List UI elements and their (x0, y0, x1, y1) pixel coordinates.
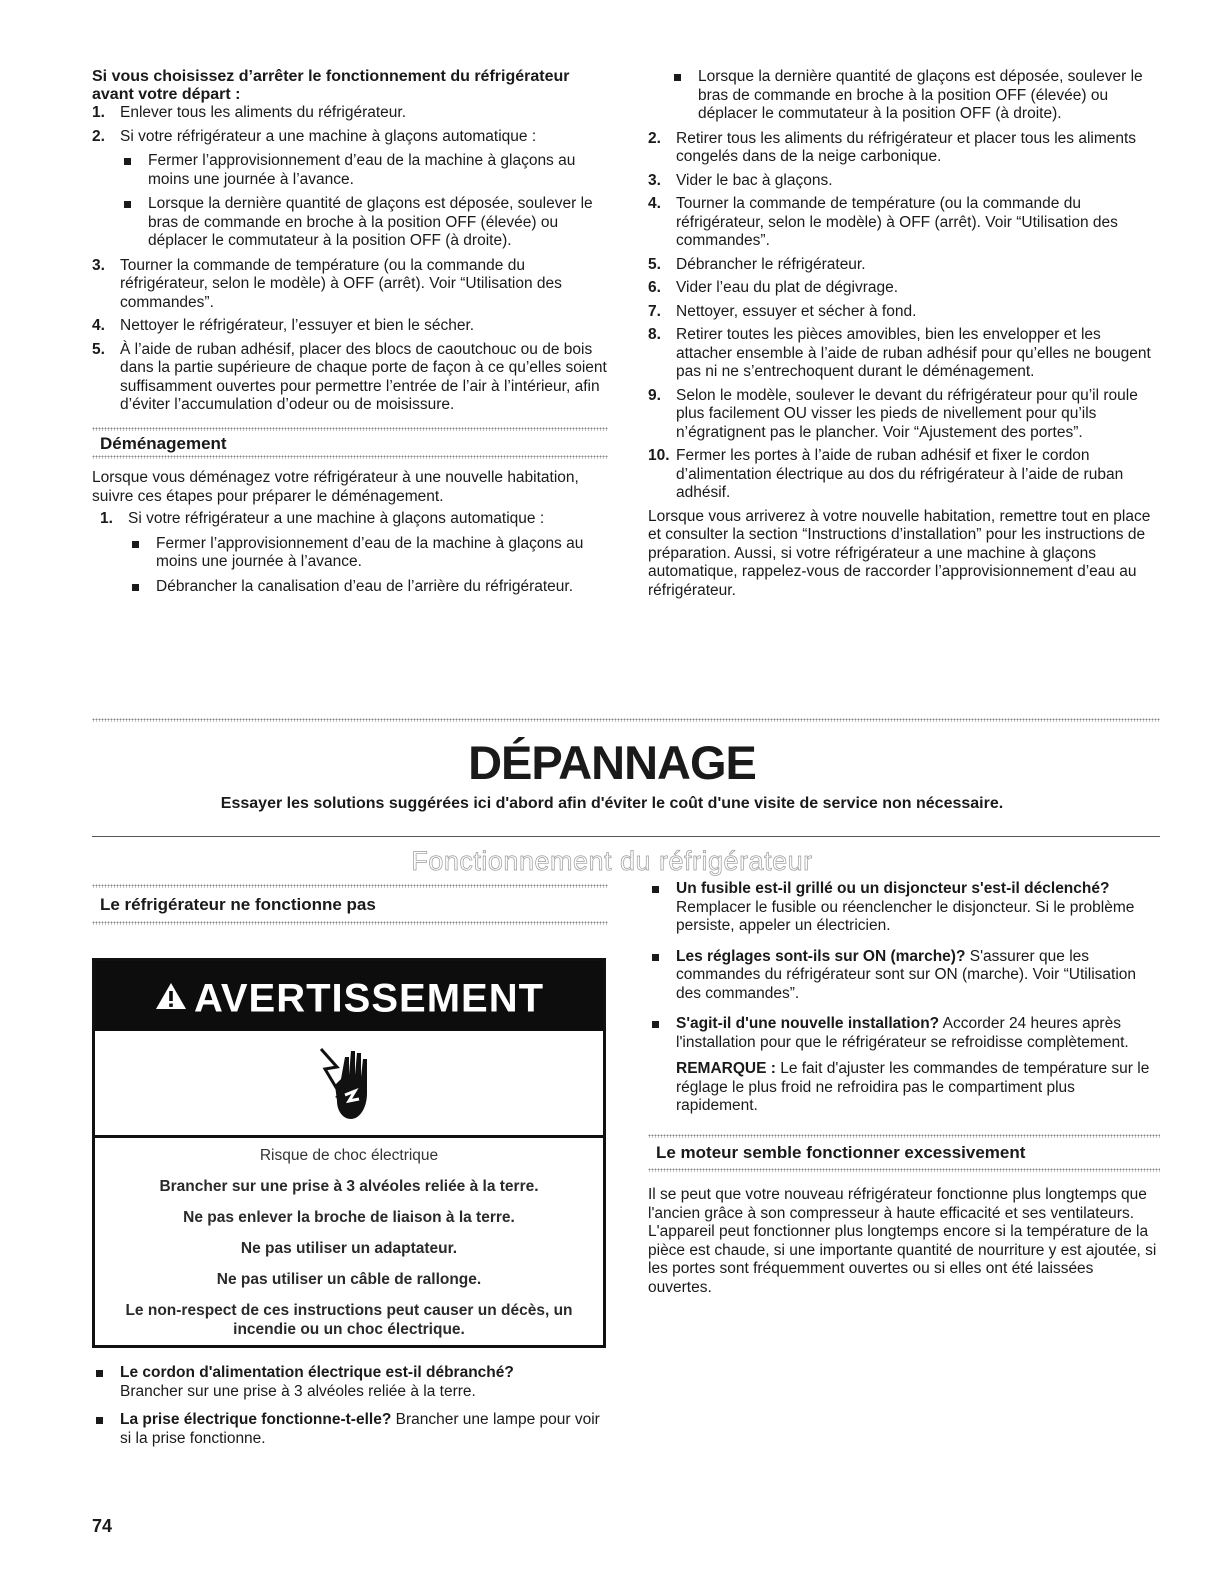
page-number: 74 (92, 1516, 113, 1536)
list-item (648, 195, 1160, 251)
bullet-item: Lorsque la dernière quantité de glaçons est déposée, soulever le bras de commande en broche à la position OFF (élevée) ou déplacer le commutateur à la position OFF (à droite). (670, 68, 1160, 124)
bullet-item (648, 948, 1160, 1004)
step-text: À l’aide de ruban adhésif, placer des blocs de caoutchouc ou de bois dans la partie supérieure de chaque porte de façon à ce qu’elles soient suffisamment ouvertes pour permettre l’entrée de l’air à l’intérieur, afin d’éviter l’accumulation d’odeur ou de moisissure. (120, 340, 607, 413)
not-running-heading: Le réfrigérateur ne fonctionne pas (100, 895, 376, 914)
divider (648, 1168, 1160, 1172)
stop-section-heading: Si vous choisissez d’arrêter le fonctionnement du réfrigérateur avant votre départ : (92, 68, 570, 103)
warning-triangle-icon (154, 963, 188, 1033)
step-number: 8. (648, 326, 661, 343)
warning-line: Ne pas utiliser un adaptateur. (240, 1240, 458, 1257)
step-text: Nettoyer, essuyer et sécher à fond. (676, 302, 917, 320)
list-item (648, 303, 1160, 322)
divider (92, 455, 608, 459)
warning-header (95, 961, 603, 1031)
check-answer: Remplacer le fusible ou réenclencher le disjoncteur. Si le problème persiste, appeler un électricien. (676, 898, 1135, 934)
warning-line: Brancher sur une prise à 3 alvéoles reliée à la terre. (159, 1178, 539, 1195)
step-number: 5. (92, 340, 105, 358)
note (648, 1060, 1160, 1116)
divider (92, 921, 608, 925)
step-text: Vider l’eau du plat de dégivrage. (676, 279, 899, 296)
bullet-item (92, 1411, 608, 1448)
warning-text (95, 1138, 603, 1339)
list-item (92, 341, 608, 415)
step-number: 9. (648, 386, 661, 404)
bullet-item: Fermer l’approvisionnement d’eau de la machine à glaçons au moins une journée à l’avance. (120, 152, 608, 189)
bullet-item (648, 1015, 1160, 1052)
sub-bullets (120, 152, 608, 251)
step-number: 4. (648, 195, 661, 212)
step-number: 3. (648, 171, 661, 189)
list-item (648, 130, 1160, 167)
check-question: La prise électrique fonctionne-t-elle? (120, 1411, 392, 1428)
check-answer: Brancher sur une prise à 3 alvéoles reliée à la terre. (120, 1382, 476, 1400)
divider (92, 718, 1160, 722)
page-subtitle: Essayer les solutions suggérées ici d'abord afin d'éviter le coût d'une visite de service non nécessaire. (220, 795, 1004, 812)
list-item (100, 510, 608, 596)
top-left-column (92, 68, 608, 602)
list-item (648, 387, 1160, 443)
not-running-section (92, 884, 608, 925)
motor-heading: Le moteur semble fonctionner excessivement (656, 1142, 1026, 1162)
warning-line: Le non-respect de ces instructions peut causer un décès, un incendie ou un choc électrique. (125, 1302, 573, 1338)
step-number: 1. (100, 510, 113, 527)
list-item (648, 326, 1160, 382)
step-number: 3. (92, 256, 105, 274)
list-item (92, 257, 608, 313)
section-banner: Fonctionnement du réfrigérateur (411, 846, 813, 876)
check-question: Le cordon d'alimentation électrique est-il débranché? (120, 1364, 514, 1381)
step-number: 7. (648, 302, 661, 320)
step-number: 6. (648, 279, 661, 296)
step-number: 5. (648, 255, 661, 273)
list-item (92, 104, 608, 123)
check-question: S'agit-il d'une nouvelle installation? (676, 1015, 940, 1032)
list-item (648, 172, 1160, 191)
warning-line: Ne pas enlever la broche de liaison à la terre. (183, 1209, 515, 1226)
electric-shock-hand-icon (311, 1039, 391, 1127)
bullet-item (648, 880, 1160, 936)
step-text: Nettoyer le réfrigérateur, l’essuyer et bien le sécher. (120, 317, 475, 334)
moving-steps-list (648, 130, 1160, 503)
step-number: 2. (648, 129, 661, 147)
step-text: Tourner la commande de température (ou la commande du réfrigérateur, selon le modèle) à OFF (arrêt). Voir “Utilisation des commandes”. (120, 256, 562, 311)
moving-intro: Lorsque vous déménagez votre réfrigérateur à une nouvelle habitation, suivre ces étapes pour préparer le déménagement. (92, 469, 579, 505)
step-text: Retirer tous les aliments du réfrigérateur et placer tous les aliments congelés dans de la neige carbonique. (676, 129, 1137, 165)
checks-right (648, 880, 1160, 1297)
warning-title: AVERTISSEMENT (193, 976, 545, 1021)
step-text: Tourner la commande de température (ou la commande du réfrigérateur, selon le modèle) à OFF (arrêt). Voir “Utilisation des commandes”. (676, 195, 1118, 249)
motor-text: Il se peut que votre nouveau réfrigérateur fonctionne plus longtemps que l'ancien grâce à son compresseur à haute efficacité et ses ventilateurs. L'appareil peut fonctionner plus longtemps encore si la température de la pièce est chaude, si une importante quantité de nourriture y est ajoutée, si les portes sont fréquemment ouvertes ou si elles ont été laissées ouvertes. (648, 1186, 1157, 1296)
bullet-item (92, 1364, 608, 1401)
bullet-item: Débrancher la canalisation d’eau de l’arrière du réfrigérateur. (128, 578, 608, 597)
check-question: Les réglages sont-ils sur ON (marche)? (676, 947, 966, 965)
step-text: Selon le modèle, soulever le devant du réfrigérateur pour qu’il roule plus facilement OU visser les pieds de nivellement pour qu’ils n’égratignent pas le plancher. Voir “Ajustement des portes”. (676, 386, 1138, 441)
list-item (648, 279, 1160, 298)
warning-line: Ne pas utiliser un câble de rallonge. (216, 1271, 482, 1288)
moving-closing: Lorsque vous arriverez à votre nouvelle habitation, remettre tout en place et consulter la section “Instructions d’installation” pour les instructions de préparation. Aussi, si votre réfrigérateur a une machine à glaçons automatique, rappelez-vous de raccorder l’approvisionnement d’eau au réfrigérateur. (648, 507, 1151, 599)
stop-steps-list (92, 104, 608, 415)
divider (92, 836, 1160, 837)
top-right-column (648, 68, 1160, 600)
sub-bullets (128, 535, 608, 597)
step-text: Débrancher le réfrigérateur. (676, 255, 866, 273)
step-text: Fermer les portes à l’aide de ruban adhésif et fixer le cordon d’alimentation électrique au dos du réfrigérateur à l’aide de ruban adhésif. (676, 447, 1124, 501)
step-text: Enlever tous les aliments du réfrigérateur. (120, 104, 407, 121)
bullet-item: Fermer l’approvisionnement d’eau de la machine à glaçons au moins une journée à l’avance. (128, 535, 608, 572)
note-label: REMARQUE : (676, 1060, 776, 1077)
step-text: Vider le bac à glaçons. (676, 171, 833, 189)
page-title: DÉPANNAGE (468, 736, 756, 789)
bullet-item: Lorsque la dernière quantité de glaçons est déposée, soulever le bras de commande en broche à la position OFF (élevée) ou déplacer le commutateur à la position OFF (à droite). (120, 195, 608, 251)
list-item (648, 447, 1160, 503)
list-item (92, 317, 608, 336)
step-number: 1. (92, 104, 105, 121)
note-text: Le fait d'ajuster les commandes de température sur le réglage le plus froid ne refroidira pas le compartiment plus rapidement. (676, 1060, 1150, 1114)
step-number: 10. (648, 447, 670, 464)
moving-heading: Déménagement (100, 433, 227, 453)
step-text: Retirer toutes les pièces amovibles, bien les envelopper et les attacher ensemble à l’aide de ruban adhésif pour qu’elles ne bougent pas ni ne s’entrechoquent durant le déménagement. (676, 326, 1151, 380)
list-item (92, 128, 608, 251)
warning-box (92, 958, 606, 1348)
check-answer: Accorder 24 heures après l'installation pour que le réfrigérateur se refroidisse complètement. (676, 1015, 1129, 1051)
step-text: Si votre réfrigérateur a une machine à glaçons automatique : (128, 510, 545, 527)
warning-risk: Risque de choc électrique (259, 1147, 439, 1164)
step-number: 4. (92, 317, 105, 334)
step-text: Si votre réfrigérateur a une machine à glaçons automatique : (120, 127, 537, 145)
check-question: Un fusible est-il grillé ou un disjoncteur s'est-il déclenché? (676, 880, 1110, 897)
warnicon-area (95, 1031, 603, 1138)
checks-left (92, 1358, 608, 1454)
check-answer: S'assurer que les commandes du réfrigérateur sont sur ON (marche). Voir “Utilisation des commandes”. (676, 947, 1136, 1002)
step-number: 2. (92, 127, 105, 145)
list-item (648, 256, 1160, 275)
check-answer: Brancher une lampe pour voir si la prise fonctionne. (120, 1411, 600, 1447)
